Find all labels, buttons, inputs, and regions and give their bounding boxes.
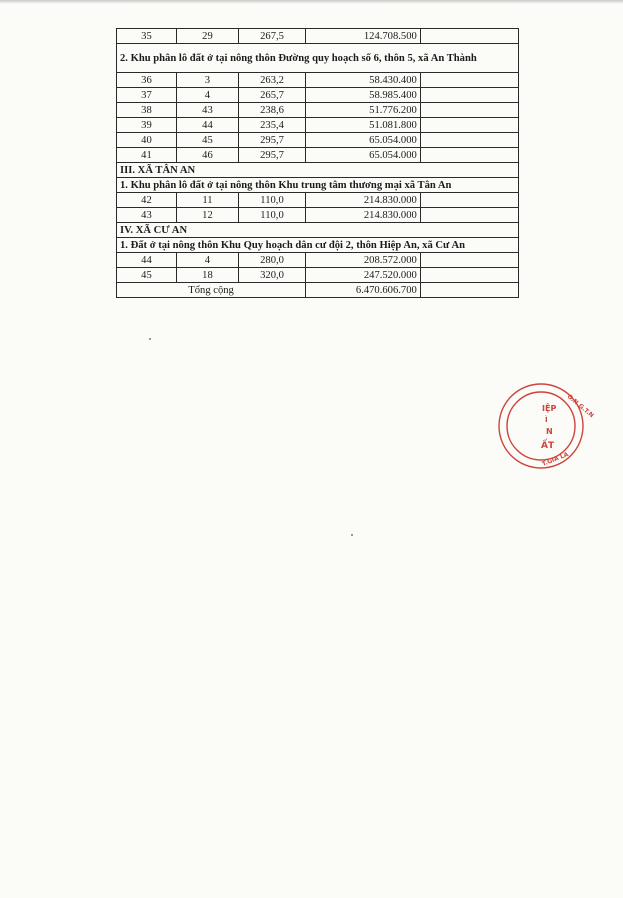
note-cell [420,133,518,148]
area-cell: 265,7 [238,88,305,103]
table-row [117,73,519,88]
lot-number-cell: 4 [176,253,238,268]
svg-text:O.N.G.T.N: O.N.G.T.N [565,393,595,420]
table-body [117,29,519,298]
section-heading: 2. Khu phân lô đất ở tại nông thôn Đường quy hoạch số 6, thôn 5, xã An Thành [117,44,519,73]
row-number-cell: 37 [117,88,177,103]
total-row [117,283,519,298]
price-cell: 208.572.000 [306,253,421,268]
section-heading: III. XÃ TÂN AN [117,163,519,178]
seal-icon [537,378,595,473]
red-seal-stamp [537,378,595,473]
note-cell [420,148,518,163]
area-cell: 238,6 [238,103,305,118]
area-cell: 295,7 [238,148,305,163]
note-cell [420,29,518,44]
price-cell: 214.830.000 [306,193,421,208]
table-row [117,29,519,44]
table-row [117,148,519,163]
row-number-cell: 43 [117,208,177,223]
price-cell: 51.081.800 [306,118,421,133]
row-number-cell: 38 [117,103,177,118]
lot-number-cell: 11 [176,193,238,208]
area-cell: 267,5 [238,29,305,44]
area-cell: 235,4 [238,118,305,133]
note-cell [420,283,518,298]
section-heading: 1. Đất ở tại nông thôn Khu Quy hoạch dân cư đội 2, thôn Hiệp An, xã Cư An [117,238,519,253]
lot-number-cell: 3 [176,73,238,88]
lot-number-cell: 12 [176,208,238,223]
svg-text:T.GIA LA: T.GIA LA [541,450,570,468]
area-cell: 263,2 [238,73,305,88]
note-cell [420,253,518,268]
area-cell: 110,0 [238,208,305,223]
section-heading-row [117,44,519,73]
price-cell: 58.985.400 [306,88,421,103]
row-number-cell: 44 [117,253,177,268]
note-cell [420,193,518,208]
note-cell [420,103,518,118]
lot-number-cell: 45 [176,133,238,148]
note-cell [420,268,518,283]
page-top-edge [0,0,623,4]
lot-number-cell: 44 [176,118,238,133]
svg-text:N: N [546,427,553,436]
section-heading-row [117,178,519,193]
lot-number-cell: 18 [176,268,238,283]
lot-number-cell: 43 [176,103,238,118]
table-row [117,253,519,268]
price-cell: 58.430.400 [306,73,421,88]
note-cell [420,208,518,223]
area-cell: 320,0 [238,268,305,283]
land-price-table [116,28,519,298]
table-row [117,193,519,208]
area-cell: 110,0 [238,193,305,208]
svg-text:ẤT: ẤT [541,441,555,451]
section-heading: IV. XÃ CƯ AN [117,223,519,238]
lot-number-cell: 29 [176,29,238,44]
total-label: Tổng cộng [117,283,306,298]
price-cell: 65.054.000 [306,148,421,163]
table-row [117,133,519,148]
price-cell: 124.708.500 [306,29,421,44]
svg-text:Ì: Ì [545,416,548,424]
row-number-cell: 39 [117,118,177,133]
scan-speck [149,338,151,340]
price-cell: 51.776.200 [306,103,421,118]
row-number-cell: 36 [117,73,177,88]
section-heading-row [117,238,519,253]
price-cell: 214.830.000 [306,208,421,223]
note-cell [420,73,518,88]
section-heading: 1. Khu phân lô đất ở tại nông thôn Khu trung tâm thương mại xã Tân An [117,178,519,193]
lot-number-cell: 4 [176,88,238,103]
scan-speck [351,534,353,536]
price-cell: 247.520.000 [306,268,421,283]
table-row [117,88,519,103]
lot-number-cell: 46 [176,148,238,163]
table-row [117,208,519,223]
table-row [117,268,519,283]
table-row [117,118,519,133]
total-value: 6.470.606.700 [306,283,421,298]
row-number-cell: 40 [117,133,177,148]
section-heading-row [117,223,519,238]
row-number-cell: 45 [117,268,177,283]
row-number-cell: 41 [117,148,177,163]
svg-text:IỆP: IỆP [542,404,557,413]
price-cell: 65.054.000 [306,133,421,148]
area-cell: 295,7 [238,133,305,148]
row-number-cell: 35 [117,29,177,44]
section-heading-row [117,163,519,178]
row-number-cell: 42 [117,193,177,208]
area-cell: 280,0 [238,253,305,268]
note-cell [420,88,518,103]
note-cell [420,118,518,133]
table-row [117,103,519,118]
